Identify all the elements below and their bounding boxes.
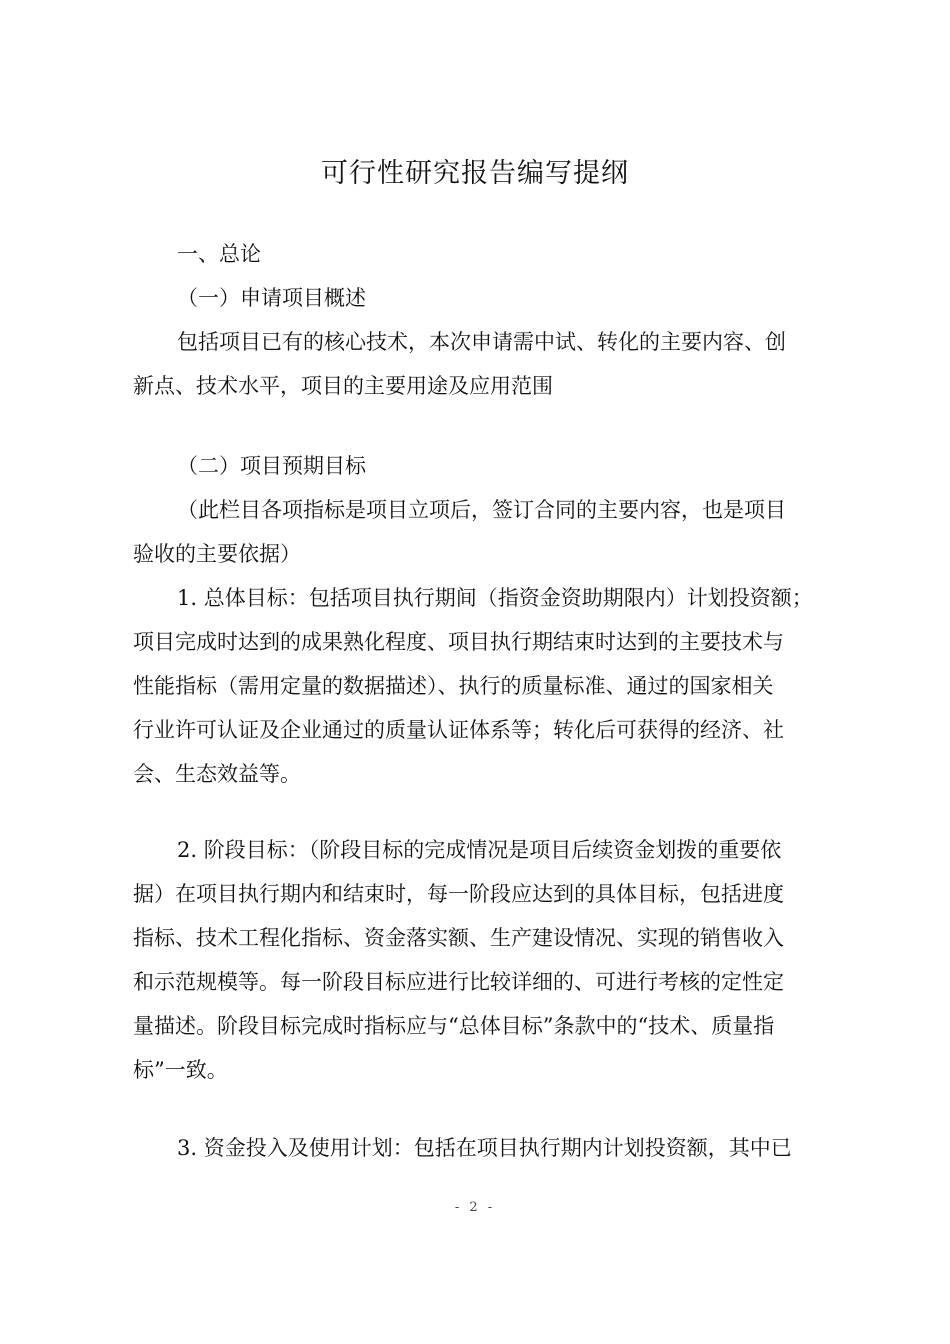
stage-goals-paragraph (133, 828, 823, 1092)
paragraph-line: 验收的主要依据） (133, 542, 301, 566)
paragraph-line: 量描述。阶段目标完成时指标应与“总体目标”条款中的“技术、质量指 (133, 1014, 775, 1038)
paragraph-line: 项目完成时达到的成果熟化程度、项目执行期结束时达到的主要技术与 (133, 630, 784, 654)
paragraph-line: 1. 总体目标：包括项目执行期间（指资金资助期限内）计划投资额； (177, 586, 813, 610)
funding-plan-paragraph (133, 1126, 823, 1170)
paragraph-line: 新点、技术水平，项目的主要用途及应用范围 (133, 374, 553, 398)
paragraph-line: 和示范规模等。每一阶段目标应进行比较详细的、可进行考核的定性定 (133, 970, 784, 994)
subsection-heading-overview: （一）申请项目概述 (177, 286, 366, 310)
paragraph-line: 3. 资金投入及使用计划：包括在项目执行期内计划投资额，其中已 (177, 1136, 792, 1160)
paragraph-line: 据）在项目执行期内和结束时，每一阶段应达到的具体目标，包括进度 (133, 882, 784, 906)
paragraph-line: 2. 阶段目标：（阶段目标的完成情况是项目后续资金划拨的重要依 (177, 838, 782, 862)
section-heading-general (133, 232, 823, 408)
subsection-heading-goals: （二）项目预期目标 (177, 454, 366, 478)
paragraph-line: 会、生态效益等。 (133, 762, 301, 786)
subsection-goals (133, 444, 823, 796)
document-title: 可行性研究报告编写提纲 (321, 158, 629, 189)
page-number: - 2 - (454, 1200, 496, 1215)
paragraph-line: （此栏目各项指标是项目立项后，签订合同的主要内容，也是项目 (177, 498, 786, 522)
paragraph-line: 包括项目已有的核心技术，本次申请需中试、转化的主要内容、创 (177, 330, 786, 354)
section-heading: 一、总论 (177, 242, 261, 266)
paragraph-line: 性能指标（需用定量的数据描述）、执行的质量标准、通过的国家相关 (133, 674, 774, 698)
paragraph-line: 行业许可认证及企业通过的质量认证体系等；转化后可获得的经济、社 (133, 718, 784, 742)
paragraph-line: 标”一致。 (133, 1058, 228, 1082)
paragraph-line: 指标、技术工程化指标、资金落实额、生产建设情况、实现的销售收入 (133, 926, 784, 950)
